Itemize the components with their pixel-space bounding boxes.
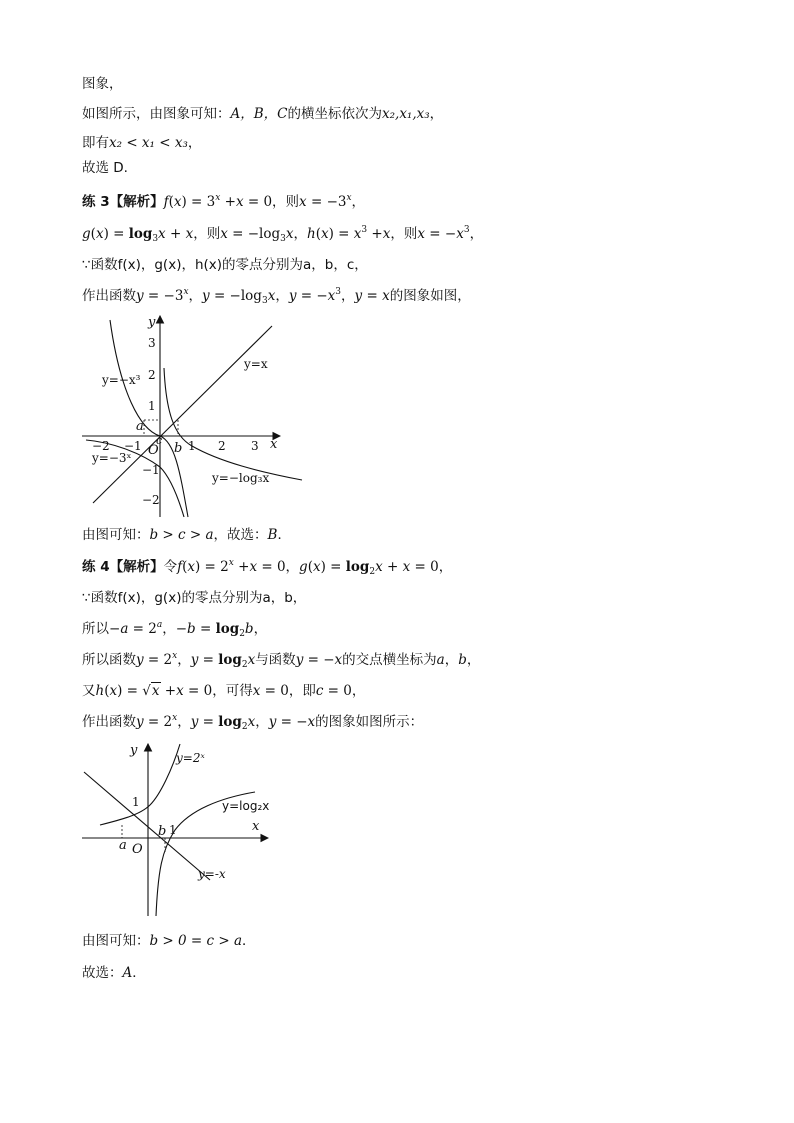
text-line-13: 所以函数$y = 2^x$，$y = \log_2x$与函数y = −x的交点横坐标为a，b， [82,651,481,670]
x-tick: −1 [124,439,142,453]
point-b: b [174,441,183,456]
y-tick: −2 [142,493,160,507]
graph-2 [80,740,280,920]
x-axis-label: x [270,437,278,452]
point-c: c [156,434,163,447]
text-line-15: 作出函数$y = 2^x$，$y = \log_2x$，y = −x的图象如图所示： [82,713,424,732]
label-neg-log3-x: y=−log₃x [212,471,270,485]
text-line-9: 由图可知：b > c > a，故选：B． [82,527,291,543]
label-y-eq-x: y=x [244,357,268,371]
label-neg-3-pow-x: y=−3ˣ [92,451,132,465]
x-tick: 1 [188,439,196,453]
curve-neg-log3-x [164,368,302,480]
x-tick-1: 1 [169,823,177,837]
label-neg-x: y=-x [198,867,226,881]
y-axis-label: y [148,315,156,330]
text-line-5: 练 3【解析】$f(x) = 3^x +x = 0$，则$x = -3^x$， [82,193,366,210]
point-a: a [136,419,144,434]
text-line-4: 故选 D. [82,160,128,176]
x-tick: 3 [251,439,259,453]
label-neg-x-cubed: y=−x³ [102,373,141,387]
y-tick: 2 [148,368,156,382]
y-tick-1: 1 [132,795,140,809]
point-b: b [158,824,167,839]
text-line-10: 练 4【解析】令$f(x) = 2^x +x = 0$，$g(x) = \log_2x + x = 0$， [82,558,453,577]
text-line-14: 又h(x) = √x +x = 0，可得x = 0，即c = 0， [82,683,366,699]
text-line-17: 故选：A． [82,965,146,981]
y-tick: 1 [148,399,156,413]
text-line-8: 作出函数$y = -3^x$，$y = -\log_3x$，$y = -x^3$，y = x的图象如图， [82,287,471,306]
text-line-6: $g(x) = \log_3x + x$，则$x = -\log_3x$，$h(x) = x^3 +x$，则$x = -x^3$， [82,225,484,244]
label-2-pow-x: y=2ˣ [176,751,205,765]
origin-label: O [148,443,159,458]
curve-2-pow-x [100,744,180,825]
text-line-11: ∵函数f(x)，g(x)的零点分别为a，b， [82,590,307,606]
y-axis-label: y [130,743,138,758]
x-axis-label: x [252,819,260,834]
curve-neg-x [84,772,210,880]
label-log2-x: y=log₂x [222,799,270,813]
y-tick: −1 [142,463,160,477]
point-a: a [119,838,127,853]
text-line-7: ∵函数f(x)，g(x)，h(x)的零点分别为a，b，c， [82,257,368,273]
origin-label: O [132,842,143,857]
text-line-1: 图象， [82,76,123,92]
text-line-2: 如图所示，由图象可知：A，B，C的横坐标依次为x₂,x₁,x₃， [82,106,444,122]
graph-1 [80,312,310,522]
y-tick: 3 [148,336,156,350]
text-line-12: 所以$-a = 2^a$，$-b = \log_2b$， [82,620,268,639]
text-line-16: 由图可知：b > 0 = c > a． [82,933,256,949]
x-tick: −2 [92,439,110,453]
text-line-3: 即有x₂ < x₁ < x₃， [82,135,202,151]
x-tick: 2 [218,439,226,453]
